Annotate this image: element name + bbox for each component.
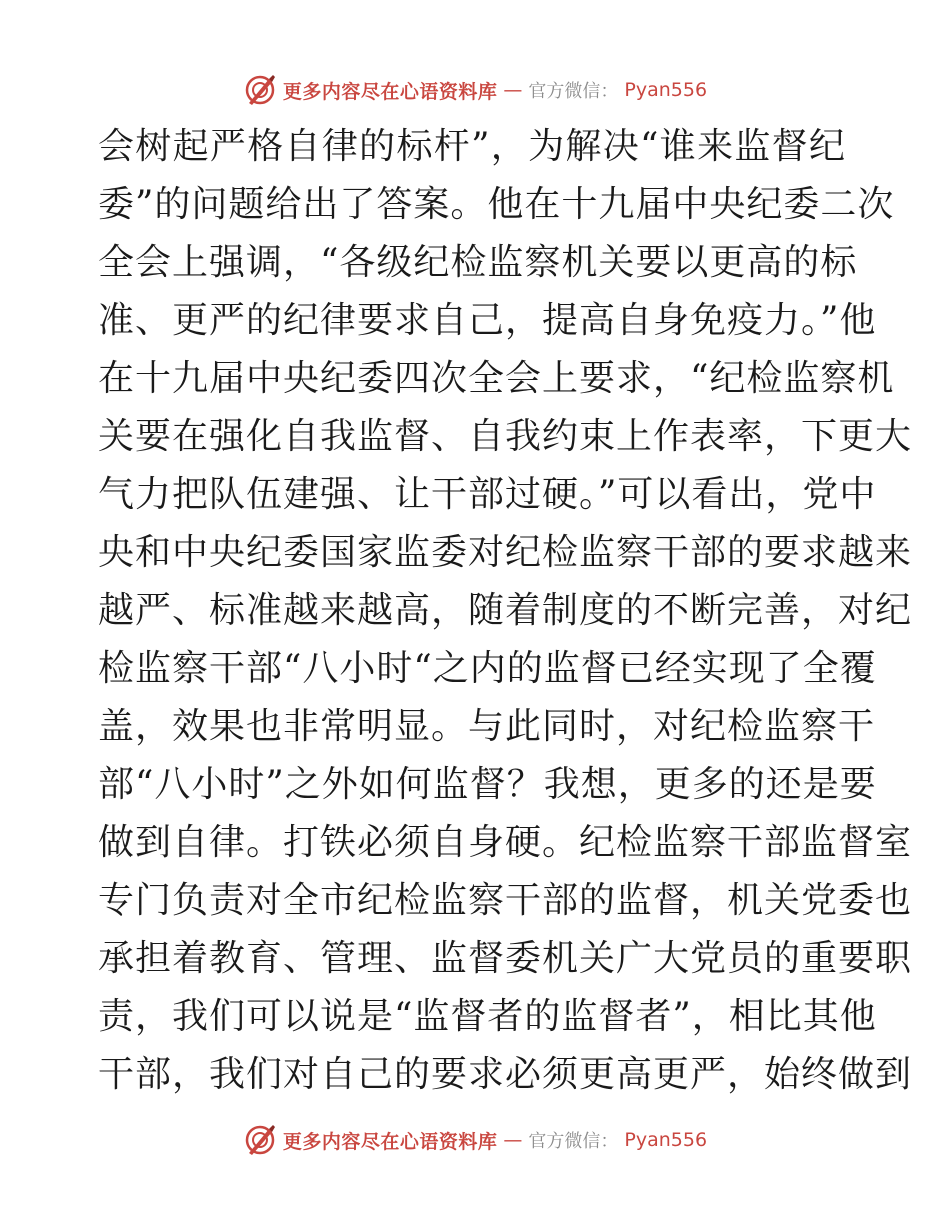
text-line: 会树起严格自律的标杆”，为解决“谁来监督纪 (98, 126, 846, 167)
text-line: 部“八小时”之外如何监督？我想，更多的还是要 (98, 764, 877, 805)
header-watermark (0, 70, 950, 110)
watermark-group (243, 1123, 707, 1157)
footer-watermark (0, 1120, 950, 1160)
text-line: 气力把队伍建强、让干部过硬。”可以看出，党中 (98, 474, 877, 515)
text-line: 检监察干部“八小时“之内的监督已经实现了全覆 (98, 648, 877, 689)
text-line: 干部，我们对自己的要求必须更高更严，始终做到 (98, 1054, 913, 1095)
text-line: 关要在强化自我监督、自我约束上作表率，下更大 (98, 416, 913, 457)
watermark-wechat-id: Pyan556 (624, 1129, 708, 1151)
text-line: 全会上强调，“各级纪检监察机关要以更高的标 (98, 242, 858, 283)
text-line: 在十九届中央纪委四次全会上要求，“纪检监察机 (98, 358, 895, 399)
text-line: 越严、标准越来越高，随着制度的不断完善，对纪 (98, 590, 913, 631)
text-line: 专门负责对全市纪检监察干部的监督，机关党委也 (98, 880, 913, 921)
text-line: 承担着教育、管理、监督委机关广大党员的重要职 (98, 938, 913, 979)
watermark-separator: — (503, 1129, 523, 1151)
watermark-title: 更多内容尽在心语资料库 (282, 80, 498, 103)
watermark-separator: — (503, 79, 523, 101)
pen-logo-icon (243, 1123, 277, 1157)
watermark-group (243, 73, 707, 107)
watermark-official-label: 官方微信： (528, 81, 619, 102)
watermark-wechat-id: Pyan556 (624, 79, 708, 101)
watermark-title: 更多内容尽在心语资料库 (282, 1130, 498, 1153)
text-line: 准、更严的纪律要求自己，提高自身免疫力。”他 (98, 300, 877, 341)
text-line: 央和中央纪委国家监委对纪检监察干部的要求越来 (98, 532, 913, 573)
document-body (98, 118, 913, 1104)
watermark-official-label: 官方微信： (528, 1131, 619, 1152)
text-line: 做到自律。打铁必须自身硬。纪检监察干部监督室 (98, 822, 913, 863)
text-line: 委”的问题给出了答案。他在十九届中央纪委二次 (98, 184, 895, 225)
pen-logo-icon (243, 73, 277, 107)
text-line: 责，我们可以说是“监督者的监督者”，相比其他 (98, 996, 877, 1037)
text-line: 盖，效果也非常明显。与此同时，对纪检监察干 (98, 706, 876, 747)
